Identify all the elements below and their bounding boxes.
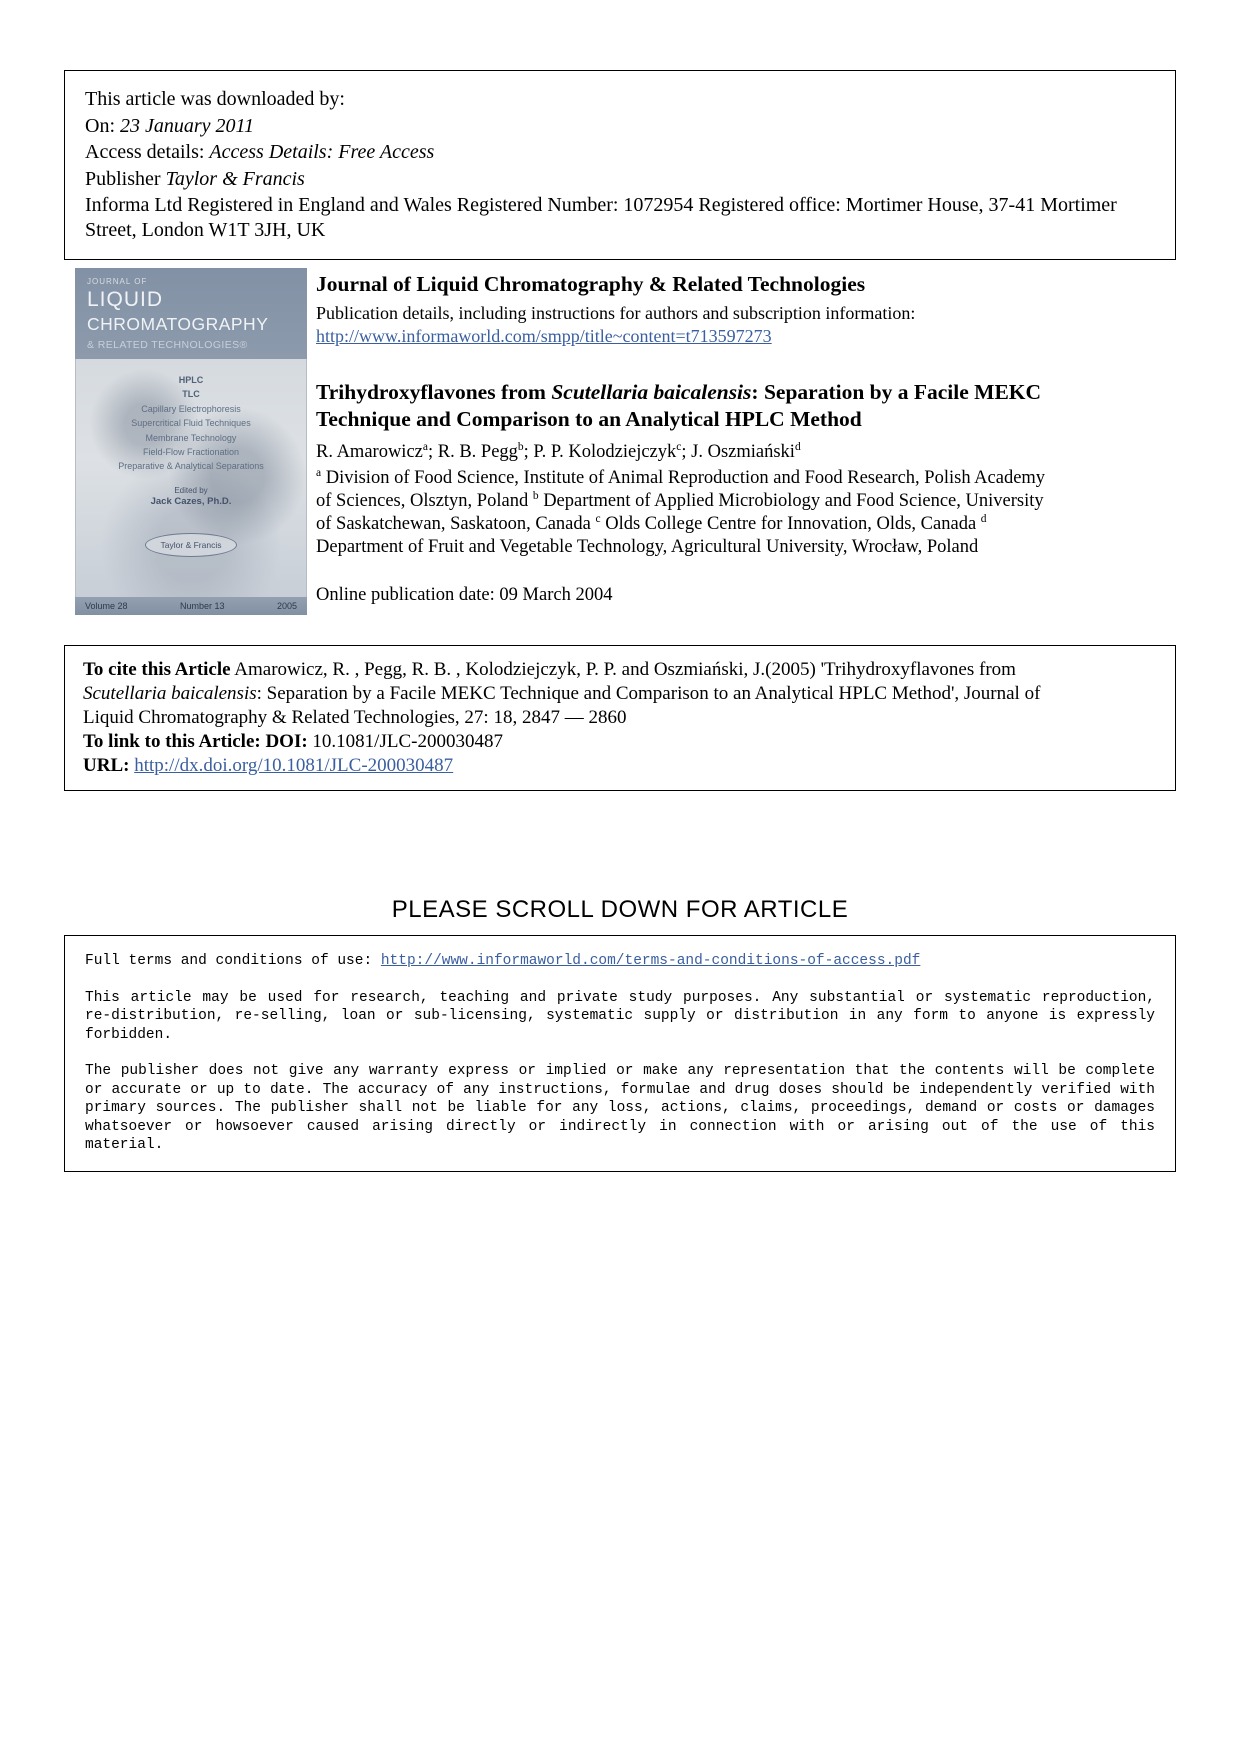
journal-title: Journal of Liquid Chromatography & Related Technologies — [316, 272, 866, 296]
cover-topic-list — [75, 373, 307, 474]
article-affiliations — [316, 467, 1051, 560]
cover-topic: TLC — [182, 389, 200, 400]
cover-masthead-related: & RELATED TECHNOLOGIES® — [87, 339, 248, 351]
publication-link[interactable]: http://www.informaworld.com/smpp/title~content=t713597273 — [316, 325, 772, 346]
informa-registration: Informa Ltd Registered in England and Wales Registered Number: 1072954 Registered office: Mortimer House, 37-41 Mortimer Street, London W1T 3JH, UK — [85, 194, 1117, 241]
author-affiliation-mark: b — [517, 440, 524, 453]
terms-usage-paragraph: This article may be used for research, teaching and private study purposes. Any substantial or systematic reproduction, re-distribution, re-selling, loan or sub-licensing, systematic supply or distribution in any form to anyone is expressly forbidden. — [85, 989, 1155, 1043]
journal-cover-body — [75, 359, 307, 597]
url-line — [83, 754, 1157, 778]
cite-article-text — [83, 658, 1093, 730]
article-title-species: Scutellaria baicalensis — [551, 379, 752, 404]
author-affiliation-mark: c — [676, 440, 682, 453]
publication-details: Publication details, including instructions for authors and subscription information: — [316, 302, 916, 323]
cover-editor-name: Jack Cazes, Ph.D. — [150, 495, 232, 507]
cite-species: Scutellaria baicalensis — [83, 682, 257, 704]
author-name: R. B. Pegg — [437, 441, 518, 462]
access-value: Access Details: Free Access — [209, 141, 435, 164]
affiliation-mark: a — [316, 466, 322, 479]
author-separator: ; — [681, 441, 692, 462]
online-publication-date: Online publication date: 09 March 2004 — [316, 585, 613, 606]
author-affiliation-mark: d — [794, 440, 801, 453]
cover-year: 2005 — [276, 601, 297, 611]
author-name: P. P. Kolodziejczyk — [533, 441, 677, 462]
publisher-label: Publisher — [85, 167, 166, 190]
doi-url-link[interactable]: http://dx.doi.org/10.1081/JLC-200030487 — [134, 754, 454, 776]
cover-edited-by-label: Edited by — [174, 485, 208, 495]
cover-masthead-chromatography: CHROMATOGRAPHY — [87, 314, 269, 334]
cover-topic: Membrane Technology — [145, 432, 237, 443]
taylor-francis-logo — [145, 533, 237, 557]
publisher-value: Taylor & Francis — [165, 167, 305, 190]
author-affiliation-mark: a — [422, 440, 428, 453]
downloaded-by-line — [85, 87, 1155, 112]
cite-pre: Amarowicz, R. , Pegg, R. B. , Kolodziejczyk, P. P. and Oszmiański, J.(2005) 'Trihydroxyflavones from — [230, 659, 1016, 680]
journal-header-column — [316, 272, 1066, 606]
article-title-pre: Trihydroxyflavones from — [316, 379, 552, 404]
terms-warranty-paragraph: The publisher does not give any warranty express or implied or make any representation that the contents will be complete or accurate or up to date. The accuracy of any instructions, formulae and drug doses should be independently verified with primary sources. The publisher shall not be liable for any loss, actions, claims, proceedings, demand or costs or damages whatsoever or howsoever caused arising directly or indirectly in connection with or arising out of the use of this material. — [85, 1063, 1155, 1154]
cover-masthead-liquid: LIQUID — [87, 288, 164, 311]
access-details-line — [85, 140, 1155, 165]
journal-cover-masthead — [75, 268, 307, 359]
article-authors — [316, 442, 1066, 463]
citation-box — [64, 645, 1176, 791]
cover-editor-block — [75, 486, 307, 507]
terms-link[interactable]: http://www.informaworld.com/terms-and-conditions-of-access.pdf — [380, 953, 921, 969]
journal-cover-image — [75, 268, 307, 615]
cover-topic: Field-Flow Fractionation — [142, 446, 240, 457]
scroll-down-notice: PLEASE SCROLL DOWN FOR ARTICLE — [391, 896, 849, 923]
affiliation-mark: c — [595, 512, 601, 525]
cover-topic: Supercritical Fluid Techniques — [131, 418, 251, 429]
download-info-box — [64, 70, 1176, 260]
download-date-line — [85, 114, 1155, 139]
author-separator: ; — [523, 441, 534, 462]
download-date: 23 January 2011 — [120, 114, 255, 137]
url-label: URL: — [83, 754, 135, 776]
cover-topic: Capillary Electrophoresis — [141, 403, 241, 414]
affiliation-text: Department of Applied Microbiology and Food Science, University of Saskatchewan, Saskatoon, Canada — [316, 490, 1044, 534]
terms-box — [64, 935, 1176, 1172]
cite-label: To cite this Article — [83, 659, 231, 680]
doi-line — [83, 730, 1157, 754]
author-separator: ; — [427, 441, 438, 462]
publisher-line — [85, 167, 1155, 192]
cover-volume-strip — [75, 597, 307, 615]
downloaded-by-text: This article was downloaded by: — [85, 88, 345, 110]
affiliation-mark: b — [532, 489, 539, 502]
doi-label: To link to this Article: DOI: — [83, 730, 313, 752]
affiliation-text: Olds College Centre for Innovation, Olds, Canada — [600, 514, 981, 534]
cover-number: Number 13 — [179, 601, 225, 611]
cover-masthead-small: JOURNAL OF — [87, 277, 148, 286]
doi-value: 10.1081/JLC-200030487 — [312, 730, 503, 752]
cite-post: : Separation by a Facile MEKC Technique and Comparison to an Analytical HPLC Method', Journal of Liquid Chromatography & Related Technologies, 27: 18, 2847 — 2860 — [83, 682, 1041, 728]
terms-label: Full terms and conditions of use: — [85, 953, 381, 969]
on-label: On: — [85, 114, 120, 137]
author-name: J. Oszmiański — [691, 441, 795, 462]
affiliation-mark: d — [980, 512, 987, 525]
affiliation-text: Division of Food Science, Institute of Animal Reproduction and Food Research, Polish Academy of Sciences, Olsztyn, Poland — [316, 467, 1046, 511]
cover-topic: Preparative & Analytical Separations — [118, 461, 264, 472]
article-title-post: : Separation by a Facile MEKC Technique and Comparison to an Analytical HPLC Method — [316, 379, 1042, 432]
affiliation-text: Department of Fruit and Vegetable Technology, Agricultural University, Wrocław, Poland — [316, 537, 979, 558]
taylor-francis-logo-text: Taylor & Francis — [160, 539, 222, 550]
article-title — [316, 379, 1061, 434]
cover-volume: Volume 28 — [85, 601, 128, 611]
author-name: R. Amarowicz — [316, 441, 423, 462]
access-label: Access details: — [85, 141, 210, 164]
cover-topic: HPLC — [178, 375, 204, 385]
terms-link-line — [85, 952, 1155, 971]
